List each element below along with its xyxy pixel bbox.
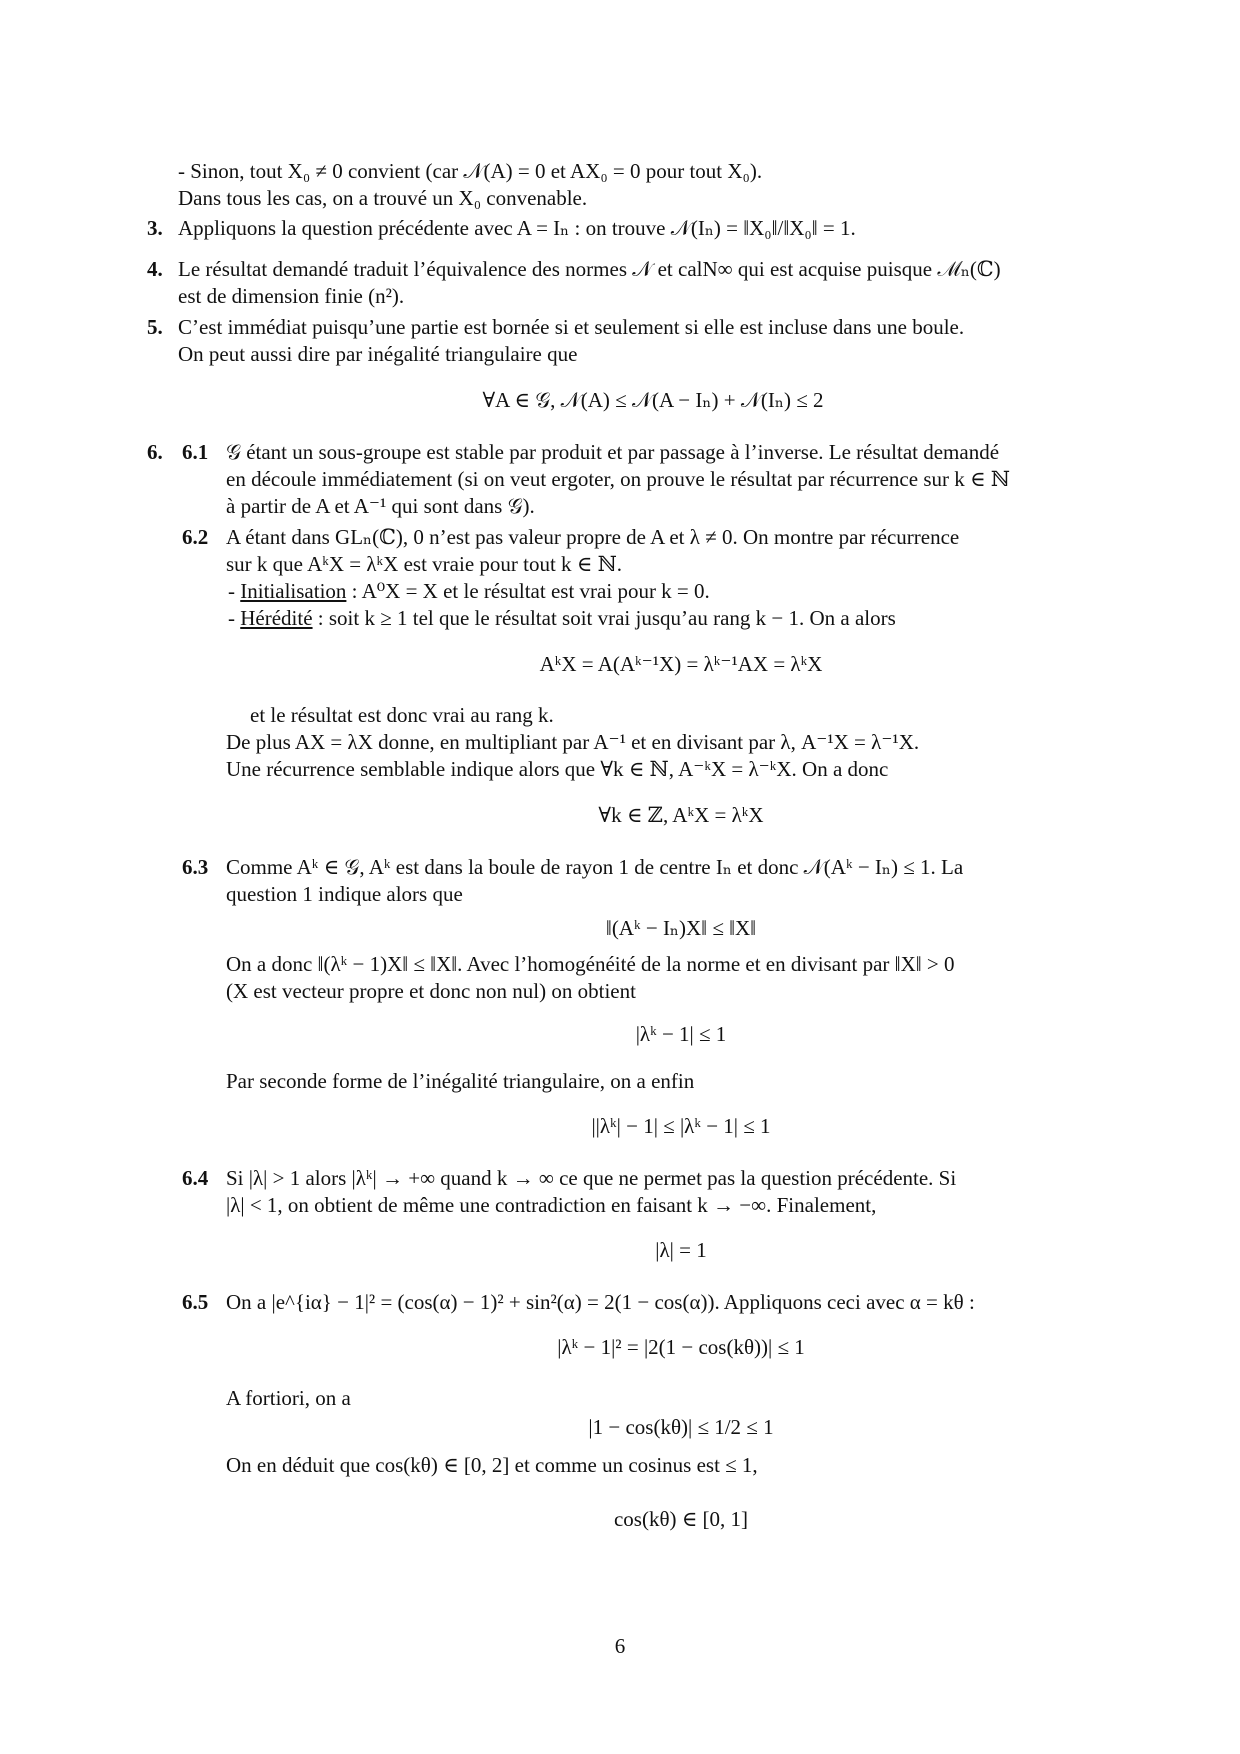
display-equation: |1 − cos(kθ)| ≤ 1/2 ≤ 1 [588, 1415, 774, 1439]
text-line: A fortiori, on a [226, 1386, 351, 1410]
text-line: On peut aussi dire par inégalité triangulaire que [178, 342, 578, 366]
text-fragment: : soit k ≥ 1 tel que le résultat soit vrai jusqu’au rang k − 1. On a alors [312, 606, 896, 630]
text-line: et le résultat est donc vrai au rang k. [250, 703, 554, 727]
text-line: Par seconde forme de l’inégalité triangulaire, on a enfin [226, 1069, 695, 1093]
underlined-term: Hérédité [240, 606, 313, 630]
text-line: est de dimension finie (n²). [178, 284, 405, 308]
text-line: On a donc ‖(λᵏ − 1)X‖ ≤ ‖X‖. Avec l’homogénéité de la norme et en divisant par ‖X‖ > 0 [226, 952, 955, 976]
text-line: Appliquons la question précédente avec A = Iₙ : on trouve 𝒩(Iₙ) = ‖X₀‖/‖X₀‖ = 1. [178, 216, 856, 240]
item-number: 5. [147, 315, 163, 339]
display-equation: |λ| = 1 [655, 1238, 707, 1262]
list-dash: - [228, 606, 235, 630]
text-line [228, 604, 896, 632]
display-equation: ‖(Aᵏ − Iₙ)X‖ ≤ ‖X‖ [605, 916, 757, 940]
text-line: en découle immédiatement (si on veut ergoter, on prouve le résultat par récurrence sur k ∈ ℕ [226, 467, 1010, 491]
subitem-number: 6.3 [182, 855, 209, 879]
text-line: Si |λ| > 1 alors |λᵏ| → +∞ quand k → ∞ ce que ne permet pas la question précédente. Si [226, 1166, 957, 1190]
display-equation: |λᵏ − 1|² = |2(1 − cos(kθ))| ≤ 1 [557, 1335, 805, 1359]
item-number: 6. [147, 440, 163, 464]
text-line: |λ| < 1, on obtient de même une contradiction en faisant k → −∞. Finalement, [226, 1193, 877, 1217]
text-line: Comme Aᵏ ∈ 𝒢, Aᵏ est dans la boule de rayon 1 de centre Iₙ et donc 𝒩(Aᵏ − Iₙ) ≤ 1. La [226, 855, 964, 879]
text-line: On a |e^{iα} − 1|² = (cos(α) − 1)² + sin²(α) = 2(1 − cos(α)). Appliquons ceci avec α = kθ : [226, 1290, 975, 1314]
text-line: 𝒢 étant un sous-groupe est stable par produit et par passage à l’inverse. Le résultat demandé [226, 440, 1000, 464]
subitem-number: 6.4 [182, 1166, 209, 1190]
text-line: Dans tous les cas, on a trouvé un X₀ convenable. [178, 186, 588, 210]
list-dash: - [228, 579, 235, 603]
page-number: 6 [614, 1634, 626, 1658]
underlined-term: Initialisation [240, 579, 347, 603]
text-line: (X est vecteur propre et donc non nul) on obtient [226, 979, 636, 1003]
text-line: - Sinon, tout X₀ ≠ 0 convient (car 𝒩(A) = 0 et AX₀ = 0 pour tout X₀). [178, 159, 763, 183]
text-line: sur k que AᵏX = λᵏX est vraie pour tout k ∈ ℕ. [226, 552, 623, 576]
text-line: Le résultat demandé traduit l’équivalence des normes 𝒩 et calN∞ qui est acquise puisque ℳₙ(ℂ) [178, 257, 1001, 281]
text-line: A étant dans GLₙ(ℂ), 0 n’est pas valeur propre de A et λ ≠ 0. On montre par récurrence [226, 525, 960, 549]
text-line: On en déduit que cos(kθ) ∈ [0, 2] et comme un cosinus est ≤ 1, [226, 1453, 758, 1477]
item-number: 4. [147, 257, 163, 281]
display-equation: cos(kθ) ∈ [0, 1] [613, 1507, 749, 1531]
display-equation: |λᵏ − 1| ≤ 1 [635, 1022, 727, 1046]
text-fragment: : A⁰X = X et le résultat est vrai pour k = 0. [346, 579, 710, 603]
text-line [228, 577, 710, 605]
subitem-number: 6.2 [182, 525, 209, 549]
text-line: Une récurrence semblable indique alors que ∀k ∈ ℕ, A⁻ᵏX = λ⁻ᵏX. On a donc [226, 757, 889, 781]
text-line: à partir de A et A⁻¹ qui sont dans 𝒢). [226, 494, 535, 518]
text-line: C’est immédiat puisqu’une partie est bornée si et seulement si elle est incluse dans une boule. [178, 315, 965, 339]
display-equation: ∀k ∈ ℤ, AᵏX = λᵏX [598, 803, 764, 827]
text-line: question 1 indique alors que [226, 882, 463, 906]
display-equation: ||λᵏ| − 1| ≤ |λᵏ − 1| ≤ 1 [591, 1114, 771, 1138]
display-equation: AᵏX = A(Aᵏ⁻¹X) = λᵏ⁻¹AX = λᵏX [539, 652, 823, 676]
subitem-number: 6.1 [182, 440, 209, 464]
display-equation: ∀A ∈ 𝒢, 𝒩(A) ≤ 𝒩(A − Iₙ) + 𝒩(Iₙ) ≤ 2 [482, 388, 824, 412]
text-line: De plus AX = λX donne, en multipliant par A⁻¹ et en divisant par λ, A⁻¹X = λ⁻¹X. [226, 730, 920, 754]
subitem-number: 6.5 [182, 1290, 209, 1314]
item-number: 3. [147, 216, 163, 240]
